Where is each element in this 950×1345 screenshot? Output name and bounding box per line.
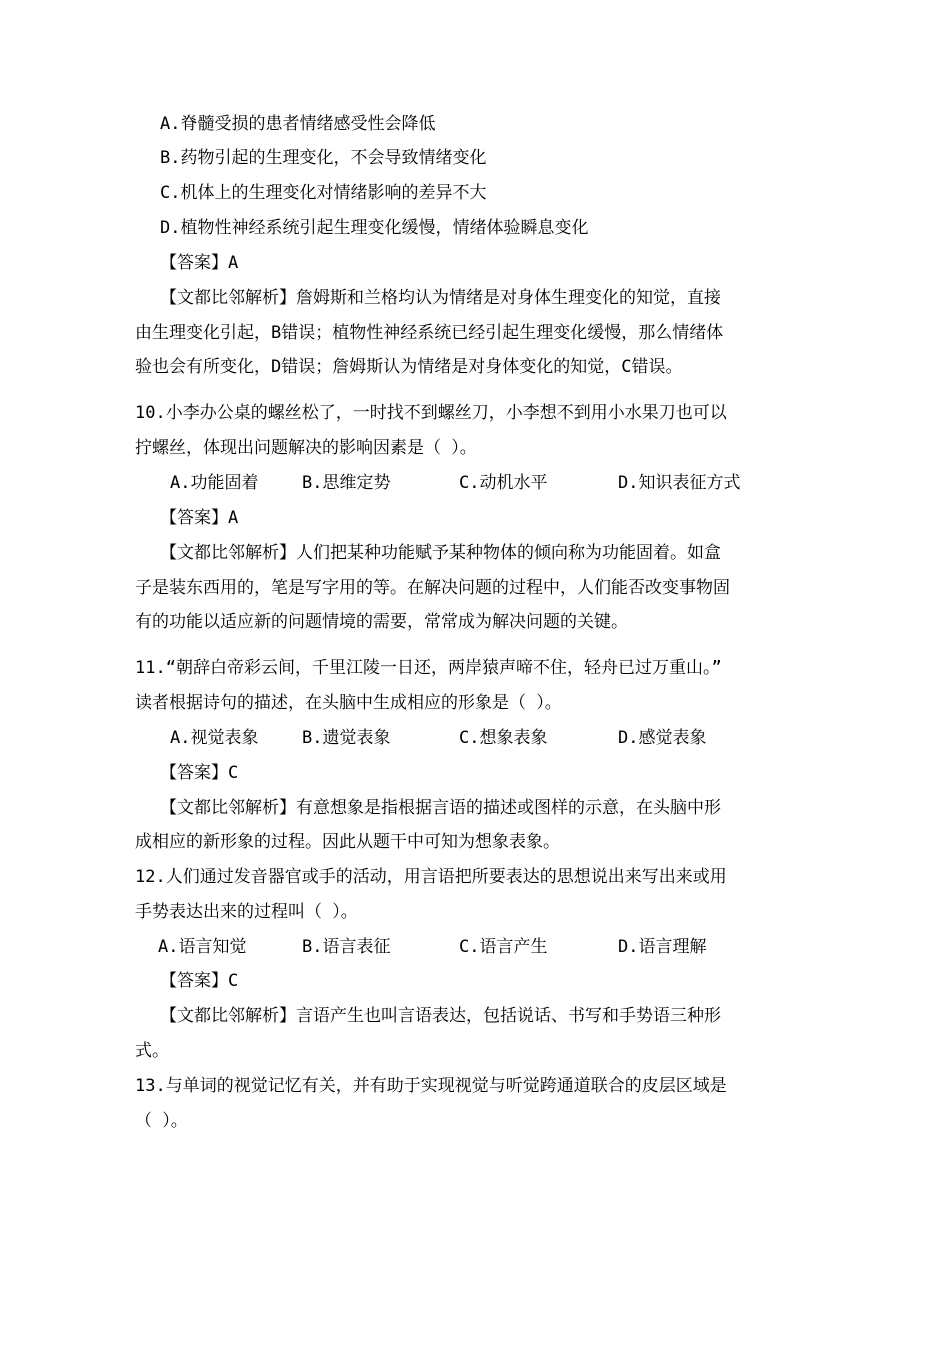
q12-option-c: C.语言产生 [459, 937, 548, 957]
q10-analysis-line-2: 子是装东西用的，笔是写字用的等。在解决问题的过程中，人们能否改变事物固 [135, 578, 730, 598]
q11-analysis-line-1: 【文都比邻解析】有意想象是指根据言语的描述或图样的示意，在头脑中形 [160, 798, 721, 818]
q11-stem-line-1: 11.“朝辞白帝彩云间，千里江陵一日还，两岸猿声啼不住，轻舟已过万重山。” [135, 658, 722, 678]
q12-stem-line-1: 12.人们通过发音器官或手的活动，用言语把所要表达的思想说出来写出来或用 [135, 867, 727, 887]
q12-stem-line-2: 手势表达出来的过程叫（ ）。 [135, 902, 358, 922]
q9-analysis-line-1: 【文都比邻解析】詹姆斯和兰格均认为情绪是对身体生理变化的知觉，直接 [160, 288, 721, 308]
q10-option-b: B.思维定势 [302, 473, 391, 493]
q9-analysis-line-3: 验也会有所变化，D错误；詹姆斯认为情绪是对身体变化的知觉，C错误。 [135, 357, 683, 377]
q11-stem-line-2: 读者根据诗句的描述，在头脑中生成相应的形象是（ ）。 [135, 693, 562, 713]
q9-option-b: B.药物引起的生理变化，不会导致情绪变化 [160, 148, 487, 168]
q12-answer: 【答案】C [160, 971, 239, 991]
q13-stem-line-2: （ ）。 [135, 1111, 188, 1131]
q11-option-d: D.感觉表象 [618, 728, 707, 748]
q12-analysis-line-1: 【文都比邻解析】言语产生也叫言语表达，包括说话、书写和手势语三种形 [160, 1006, 721, 1026]
q9-answer: 【答案】A [160, 253, 239, 273]
q11-option-a: A.视觉表象 [170, 728, 259, 748]
q11-option-b: B.遗觉表象 [302, 728, 391, 748]
q10-option-c: C.动机水平 [459, 473, 548, 493]
q12-analysis-line-2: 式。 [135, 1041, 169, 1061]
q10-analysis-line-1: 【文都比邻解析】人们把某种功能赋予某种物体的倾向称为功能固着。如盒 [160, 543, 721, 563]
q10-analysis-line-3: 有的功能以适应新的问题情境的需要，常常成为解决问题的关键。 [135, 612, 628, 632]
q11-option-c: C.想象表象 [459, 728, 548, 748]
q12-option-b: B.语言表征 [302, 937, 391, 957]
q10-answer: 【答案】A [160, 508, 239, 528]
q11-analysis-line-2: 成相应的新形象的过程。因此从题干中可知为想象表象。 [135, 832, 560, 852]
q10-stem-line-1: 10.小李办公桌的螺丝松了，一时找不到螺丝刀，小李想不到用小水果刀也可以 [135, 403, 727, 423]
q10-stem-line-2: 拧螺丝，体现出问题解决的影响因素是（ ）。 [135, 438, 477, 458]
q9-analysis-line-2: 由生理变化引起，B错误；植物性神经系统已经引起生理变化缓慢，那么情绪体 [135, 323, 724, 343]
q11-answer: 【答案】C [160, 763, 239, 783]
q10-option-d: D.知识表征方式 [618, 473, 741, 493]
q9-option-c: C.机体上的生理变化对情绪影响的差异不大 [160, 183, 487, 203]
q12-option-d: D.语言理解 [618, 937, 707, 957]
q12-option-a: A.语言知觉 [158, 937, 247, 957]
q10-option-a: A.功能固着 [170, 473, 259, 493]
q9-option-a: A.脊髓受损的患者情绪感受性会降低 [160, 114, 436, 134]
q9-option-d: D.植物性神经系统引起生理变化缓慢，情绪体验瞬息变化 [160, 218, 589, 238]
q13-stem-line-1: 13.与单词的视觉记忆有关，并有助于实现视觉与听觉跨通道联合的皮层区域是 [135, 1076, 727, 1096]
